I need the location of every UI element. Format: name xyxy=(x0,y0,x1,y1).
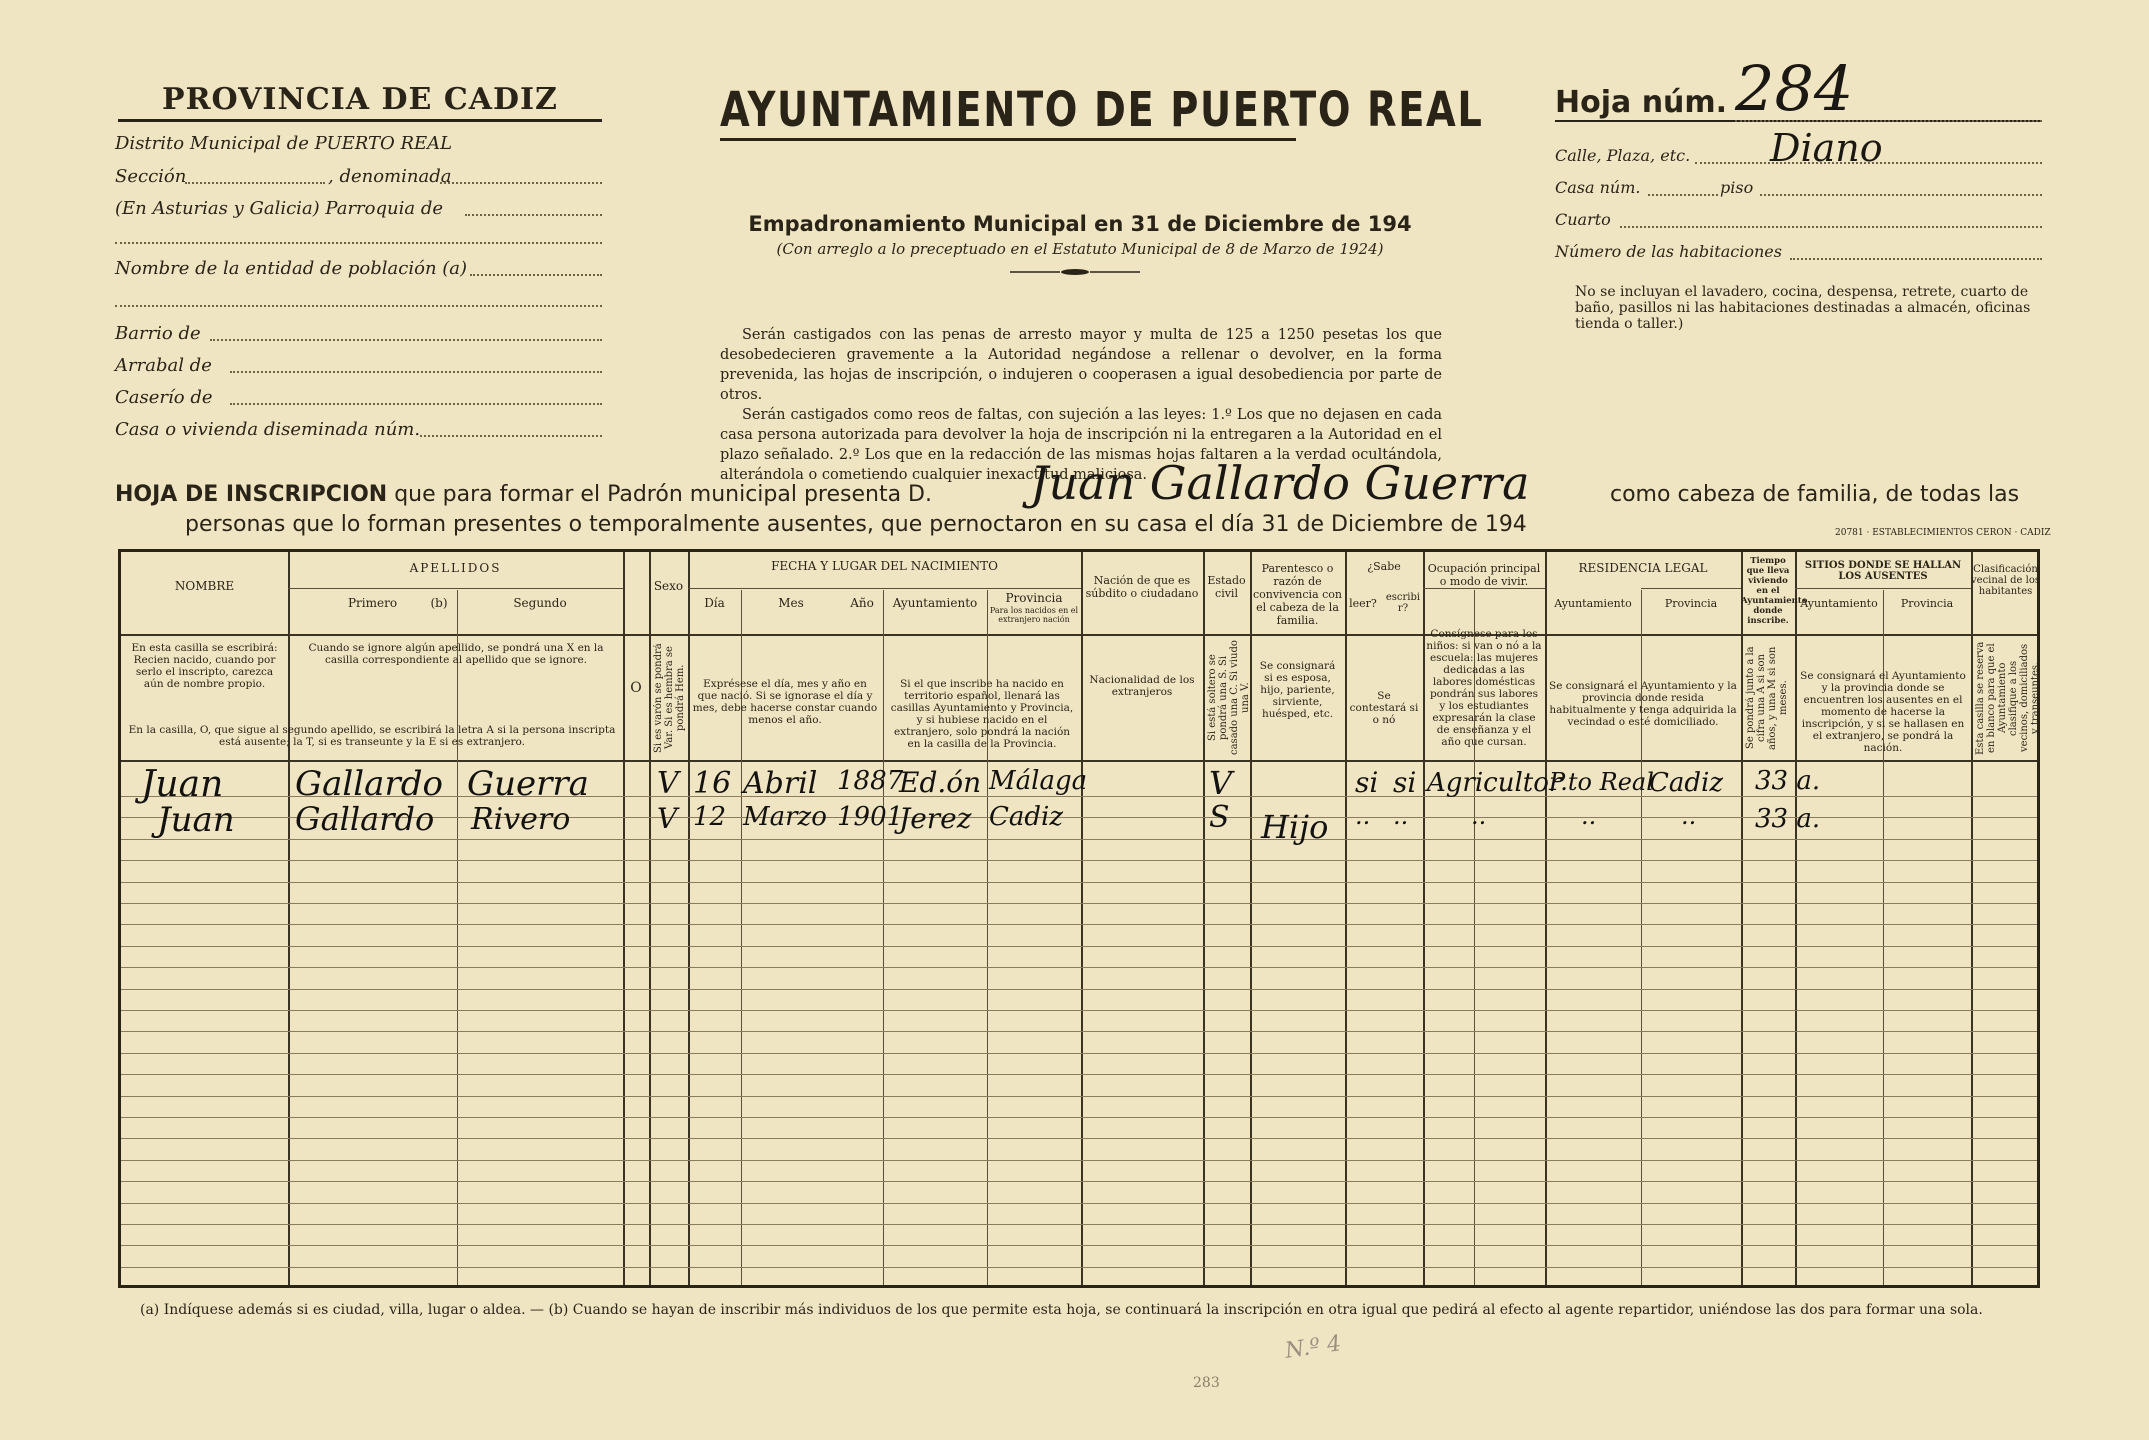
header-clasif: Clasificación vecinal de los habitantes xyxy=(1971,564,2040,597)
ruled-line xyxy=(121,882,2037,883)
row1-estado: V xyxy=(1209,764,1233,802)
ruled-line xyxy=(121,1245,2037,1246)
ruled-line xyxy=(121,1181,2037,1182)
parroquia-blank xyxy=(465,214,602,216)
row2-res-ayto: .. xyxy=(1581,802,1597,830)
row2-estado: S xyxy=(1209,800,1230,835)
header-residencia: RESIDENCIA LEGAL xyxy=(1578,561,1708,575)
row1-escribir: si xyxy=(1393,766,1417,799)
row1-mes: Abril xyxy=(743,766,818,801)
row1-res-ayto: P.to Real xyxy=(1549,768,1654,796)
census-statute: (Con arreglo a lo preceptuado en el Estatuto Municipal de 8 de Marzo de 1924) xyxy=(776,240,1384,258)
header-divider xyxy=(121,634,2037,636)
denominada-blank xyxy=(440,182,602,184)
street-value: Diano xyxy=(1770,126,1883,170)
header-sitios: SITIOS DONDE SE HALLAN LOS AUSENTES xyxy=(1804,560,1962,582)
ruled-line xyxy=(121,1031,2037,1032)
inst-apellidos-2: En la casilla, O, que sigue al segundo apellido, se escribirá la letra A si la persona inscripta está ausente; la T, si es transeunte y la E si es extranjero. xyxy=(128,724,616,748)
inscription-text: que para formar el Padrón municipal presenta D. xyxy=(394,482,932,507)
casa-label: Casa o vivienda diseminada núm. xyxy=(115,419,421,440)
header-apellidos: APELLIDOS xyxy=(409,561,502,575)
ruled-line xyxy=(121,1096,2037,1097)
folio-stamp: 283 xyxy=(1193,1375,1220,1391)
house-number-blank xyxy=(1648,194,1718,196)
row1-tiempo: 33 a. xyxy=(1755,766,1821,796)
parroquia-label: (En Asturias y Galicia) Parroquia de xyxy=(115,198,443,219)
denominada-label: , denominada xyxy=(328,166,452,187)
district-label: Distrito Municipal de PUERTO REAL xyxy=(115,133,453,154)
row1-leer: si xyxy=(1355,766,1379,799)
inst-sabe: Se contestará si o nó xyxy=(1349,690,1419,726)
ruled-line xyxy=(121,1203,2037,1204)
row2-sexo: V xyxy=(657,802,678,835)
seccion-blank xyxy=(185,182,325,184)
ruled-line xyxy=(121,860,2037,861)
inst-fecha: Exprésese el día, mes y año en que nació. Si se ignorase el día y mes, debe hacerse constar cuando menos el año. xyxy=(692,678,878,726)
footnote: (a) Indíquese además si es ciudad, villa, lugar o aldea. — (b) Cuando se hayan de inscribir más individuos de los que permite esta hoja, se continuará la inscripción en otra igual que pedirá al efecto al agente repartidor, uniéndose las dos para formar una sola. xyxy=(140,1302,1983,1318)
row2-escribir: .. xyxy=(1393,802,1409,830)
row1-segundo: Guerra xyxy=(467,764,589,804)
entidad-blank-2 xyxy=(115,305,602,307)
rooms-note: No se incluyan el lavadero, cocina, despensa, retrete, cuarto de baño, pasillos ni las habitaciones destinadas a almacén, oficinas tienda o taller.) xyxy=(1575,284,2031,332)
inst-sexo: Si es varón se pondrá Var. Si es hembra se pondrá Hem. xyxy=(653,643,686,753)
ruled-line xyxy=(121,1010,2037,1011)
header-sit-ayto: Ayuntamiento xyxy=(1800,597,1878,610)
ruled-line xyxy=(121,1160,2037,1161)
header-parentesco: Parentesco o razón de convivencia con el cabeza de la familia. xyxy=(1252,562,1342,627)
row2-ano: 1901 xyxy=(837,802,904,832)
parroquia-blank-2 xyxy=(115,242,602,244)
ruled-line xyxy=(121,1074,2037,1075)
inst-sitios: Se consignará el Ayuntamiento y la provincia donde se encuentren los ausentes en el momento de hacerse la inscripción, y si se hallasen en el extranjero, se pondrá la nación. xyxy=(1800,670,1966,754)
header-res-prov: Provincia xyxy=(1664,597,1718,610)
row2-ocupacion: .. xyxy=(1471,802,1487,830)
header-ayuntamiento: Ayuntamiento xyxy=(892,596,978,610)
entidad-label: Nombre de la entidad de población (a) xyxy=(115,258,468,279)
ruled-line xyxy=(121,967,2037,968)
header-dia: Día xyxy=(704,596,725,610)
arrabal-label: Arrabal de xyxy=(115,355,212,376)
inscription-text-end: como cabeza de familia, de todas las xyxy=(1610,482,2020,507)
inst-nacion: Nacionalidad de los extranjeros xyxy=(1089,674,1195,698)
inst-o: O xyxy=(630,680,642,696)
casa-blank xyxy=(420,435,602,437)
header-nombre: NOMBRE xyxy=(174,579,235,593)
inst-estado: Si está soltero se pondrá una S. Si casado una C. Si viudo una V. xyxy=(1207,640,1251,756)
row2-dia: 12 xyxy=(693,802,727,832)
sheet-number-blank xyxy=(1735,120,2042,122)
row2-primero: Gallardo xyxy=(295,800,435,838)
house-number-label: Casa núm. xyxy=(1555,178,1641,197)
seccion-label: Sección xyxy=(115,166,187,187)
header-tiempo: Tiempo que lleva viviendo en el Ayuntamiento donde inscribe. xyxy=(1741,556,1808,626)
header-sexo: Sexo xyxy=(653,579,684,593)
ornament xyxy=(1010,266,1140,278)
row2-res-prov: .. xyxy=(1681,802,1697,830)
header-ano: Año xyxy=(850,596,874,610)
inst-apellidos: Cuando se ignore algún apellido, se pondrá una X en la casilla correspondiente al apellido que se ignore. xyxy=(308,642,604,666)
inst-lugar: Si el que inscribe ha nacido en territorio español, llenará las casillas Ayuntamiento y Provincia, y si hubiese nacido en el extranjero, solo pondrá la nación en la casilla de la Provincia. xyxy=(890,678,1074,750)
header-escribir: escribir? xyxy=(1385,592,1421,614)
header-leer: leer? xyxy=(1349,597,1377,610)
row1-sexo: V xyxy=(657,766,679,801)
row2-parentesco: Hijo xyxy=(1261,808,1329,846)
household-table xyxy=(118,549,2040,1288)
entidad-blank xyxy=(470,274,602,276)
ruled-line xyxy=(121,1138,2037,1139)
ruled-line xyxy=(121,1267,2037,1268)
barrio-blank xyxy=(210,339,602,341)
row2-segundo: Rivero xyxy=(471,802,571,837)
row1-prov: Málaga xyxy=(989,766,1088,796)
pencil-annotation: N.º 4 xyxy=(1283,1331,1343,1364)
sheet-number-label: Hoja núm. xyxy=(1555,85,1728,120)
row1-res-prov: Cadiz xyxy=(1649,768,1724,798)
header-fecha: FECHA Y LUGAR DEL NACIMIENTO xyxy=(771,559,998,573)
head-of-family-name: Juan Gallardo Guerra xyxy=(1030,456,1530,510)
row2-mes: Marzo xyxy=(743,802,827,832)
inscription-line-1 xyxy=(115,482,932,507)
header-b: (b) xyxy=(430,596,448,610)
row2-leer: .. xyxy=(1355,802,1371,830)
census-subtitle: Empadronamiento Municipal en 31 de Diciembre de 194 xyxy=(748,212,1412,236)
inscription-title: HOJA DE INSCRIPCION xyxy=(115,482,388,507)
header-sabe: ¿Sabe xyxy=(1367,560,1401,573)
header-provincia: Provincia xyxy=(1005,591,1063,605)
header-provincia-sub: Para los nacidos en el extranjero nación xyxy=(989,606,1079,624)
row1-dia: 16 xyxy=(693,766,732,801)
instruction-divider xyxy=(121,760,2037,762)
street-blank xyxy=(1695,162,2042,164)
rooms-count-blank xyxy=(1790,258,2042,260)
floor-label: piso xyxy=(1720,178,1754,197)
row2-ayto: Jerez xyxy=(899,802,972,835)
municipality-title: AYUNTAMIENTO DE PUERTO REAL xyxy=(720,82,1296,141)
room-label: Cuarto xyxy=(1555,210,1611,229)
row1-nombre: Juan xyxy=(141,764,224,805)
row1-ayto: Ed.ón xyxy=(899,766,982,799)
floor-blank xyxy=(1760,194,2042,196)
header-nacion: Nación de que es súbdito o ciudadano xyxy=(1085,574,1199,600)
arrabal-blank xyxy=(230,371,602,373)
inst-clasif: Esta casilla se reserva en blanco para que el Ayuntamiento clasifique a los vecinos, domiciliados y transeuntes. xyxy=(1975,641,2041,755)
header-ocupacion: Ocupación principal o modo de vivir. xyxy=(1427,562,1541,588)
header-mes: Mes xyxy=(778,596,804,610)
street-label: Calle, Plaza, etc. xyxy=(1555,146,1691,165)
barrio-label: Barrio de xyxy=(115,323,201,344)
header-primero: Primero xyxy=(347,596,398,610)
row2-tiempo: 33 a. xyxy=(1755,804,1821,834)
inst-tiempo: Se pondrá junto a la cifra una A si son años, y una M si son meses. xyxy=(1745,646,1789,750)
printer-mark: 20781 · ESTABLECIMIENTOS CERON · CADIZ xyxy=(1835,528,2051,538)
ruled-line xyxy=(121,989,2037,990)
header-segundo: Segundo xyxy=(513,596,567,610)
sheet-number-value: 284 xyxy=(1735,52,1854,125)
inst-ocupacion: Consígnese para los niños: si van o nó a la escuela: las mujeres dedicadas a las labores domésticas pondrán sus labores y los estudiantes expresarán la clase de enseñanza y el año que cursan. xyxy=(1426,628,1542,748)
rooms-count-label: Número de las habitaciones xyxy=(1555,242,1782,261)
inscription-line-2: personas que lo forman presentes o temporalmente ausentes, que pernoctaron en su casa el día 31 de Diciembre de 194 xyxy=(185,512,1527,537)
inst-residencia: Se consignará el Ayuntamiento y la provincia donde resida habitualmente y tenga adquirida la vecindad o esté domiciliado. xyxy=(1549,680,1737,728)
inst-nombre: En esta casilla se escribirá: Recien nacido, cuando por serlo el inscripto, carezca aún de nombre propio. xyxy=(131,642,278,690)
header-sit-prov: Provincia xyxy=(1900,597,1954,610)
ruled-line xyxy=(121,1117,2037,1118)
header-estado: Estado civil xyxy=(1207,574,1246,600)
province-title: PROVINCIA DE CADIZ xyxy=(118,82,602,122)
row1-primero: Gallardo xyxy=(295,764,443,804)
ruled-line xyxy=(121,839,2037,840)
ruled-line xyxy=(121,1224,2037,1225)
row2-nombre: Juan xyxy=(157,800,235,840)
inst-parentesco: Se consignará si es esposa, hijo, pariente, sirviente, huésped, etc. xyxy=(1259,660,1336,720)
row1-ocupacion: Agricultor xyxy=(1427,768,1562,798)
caserio-blank xyxy=(230,403,602,405)
penalty-notice-2: Serán castigados como reos de faltas, con sujeción a las leyes: 1.º Los que no dejasen en cada casa persona autorizada para devolver la hoja de inscripción ni la entregaren a la Autoridad en el plazo señalado. 2.º Los que en la redacción de las mismas hojas faltaren a la verdad ocultándola, alterándola o cometiendo cualquier inexactitud maliciosa. xyxy=(720,407,1442,483)
row2-prov: Cadiz xyxy=(989,802,1064,832)
penalty-notice-1: Serán castigados con las penas de arresto mayor y multa de 125 a 1250 pesetas los que desobedecieren gravemente a la Autoridad negándose a rellenar o devolver, en la forma prevenida, las hojas de inscripción, o indujeren o cooperasen a igual desobediencia por parte de otros. xyxy=(720,327,1442,403)
header-res-ayto: Ayuntamiento xyxy=(1554,597,1632,610)
ruled-line xyxy=(121,1053,2037,1054)
ruled-line xyxy=(121,903,2037,904)
ruled-line xyxy=(121,924,2037,925)
ruled-line xyxy=(121,946,2037,947)
room-blank xyxy=(1620,226,2042,228)
row1-ano: 1887 xyxy=(837,766,904,796)
caserio-label: Caserío de xyxy=(115,387,213,408)
